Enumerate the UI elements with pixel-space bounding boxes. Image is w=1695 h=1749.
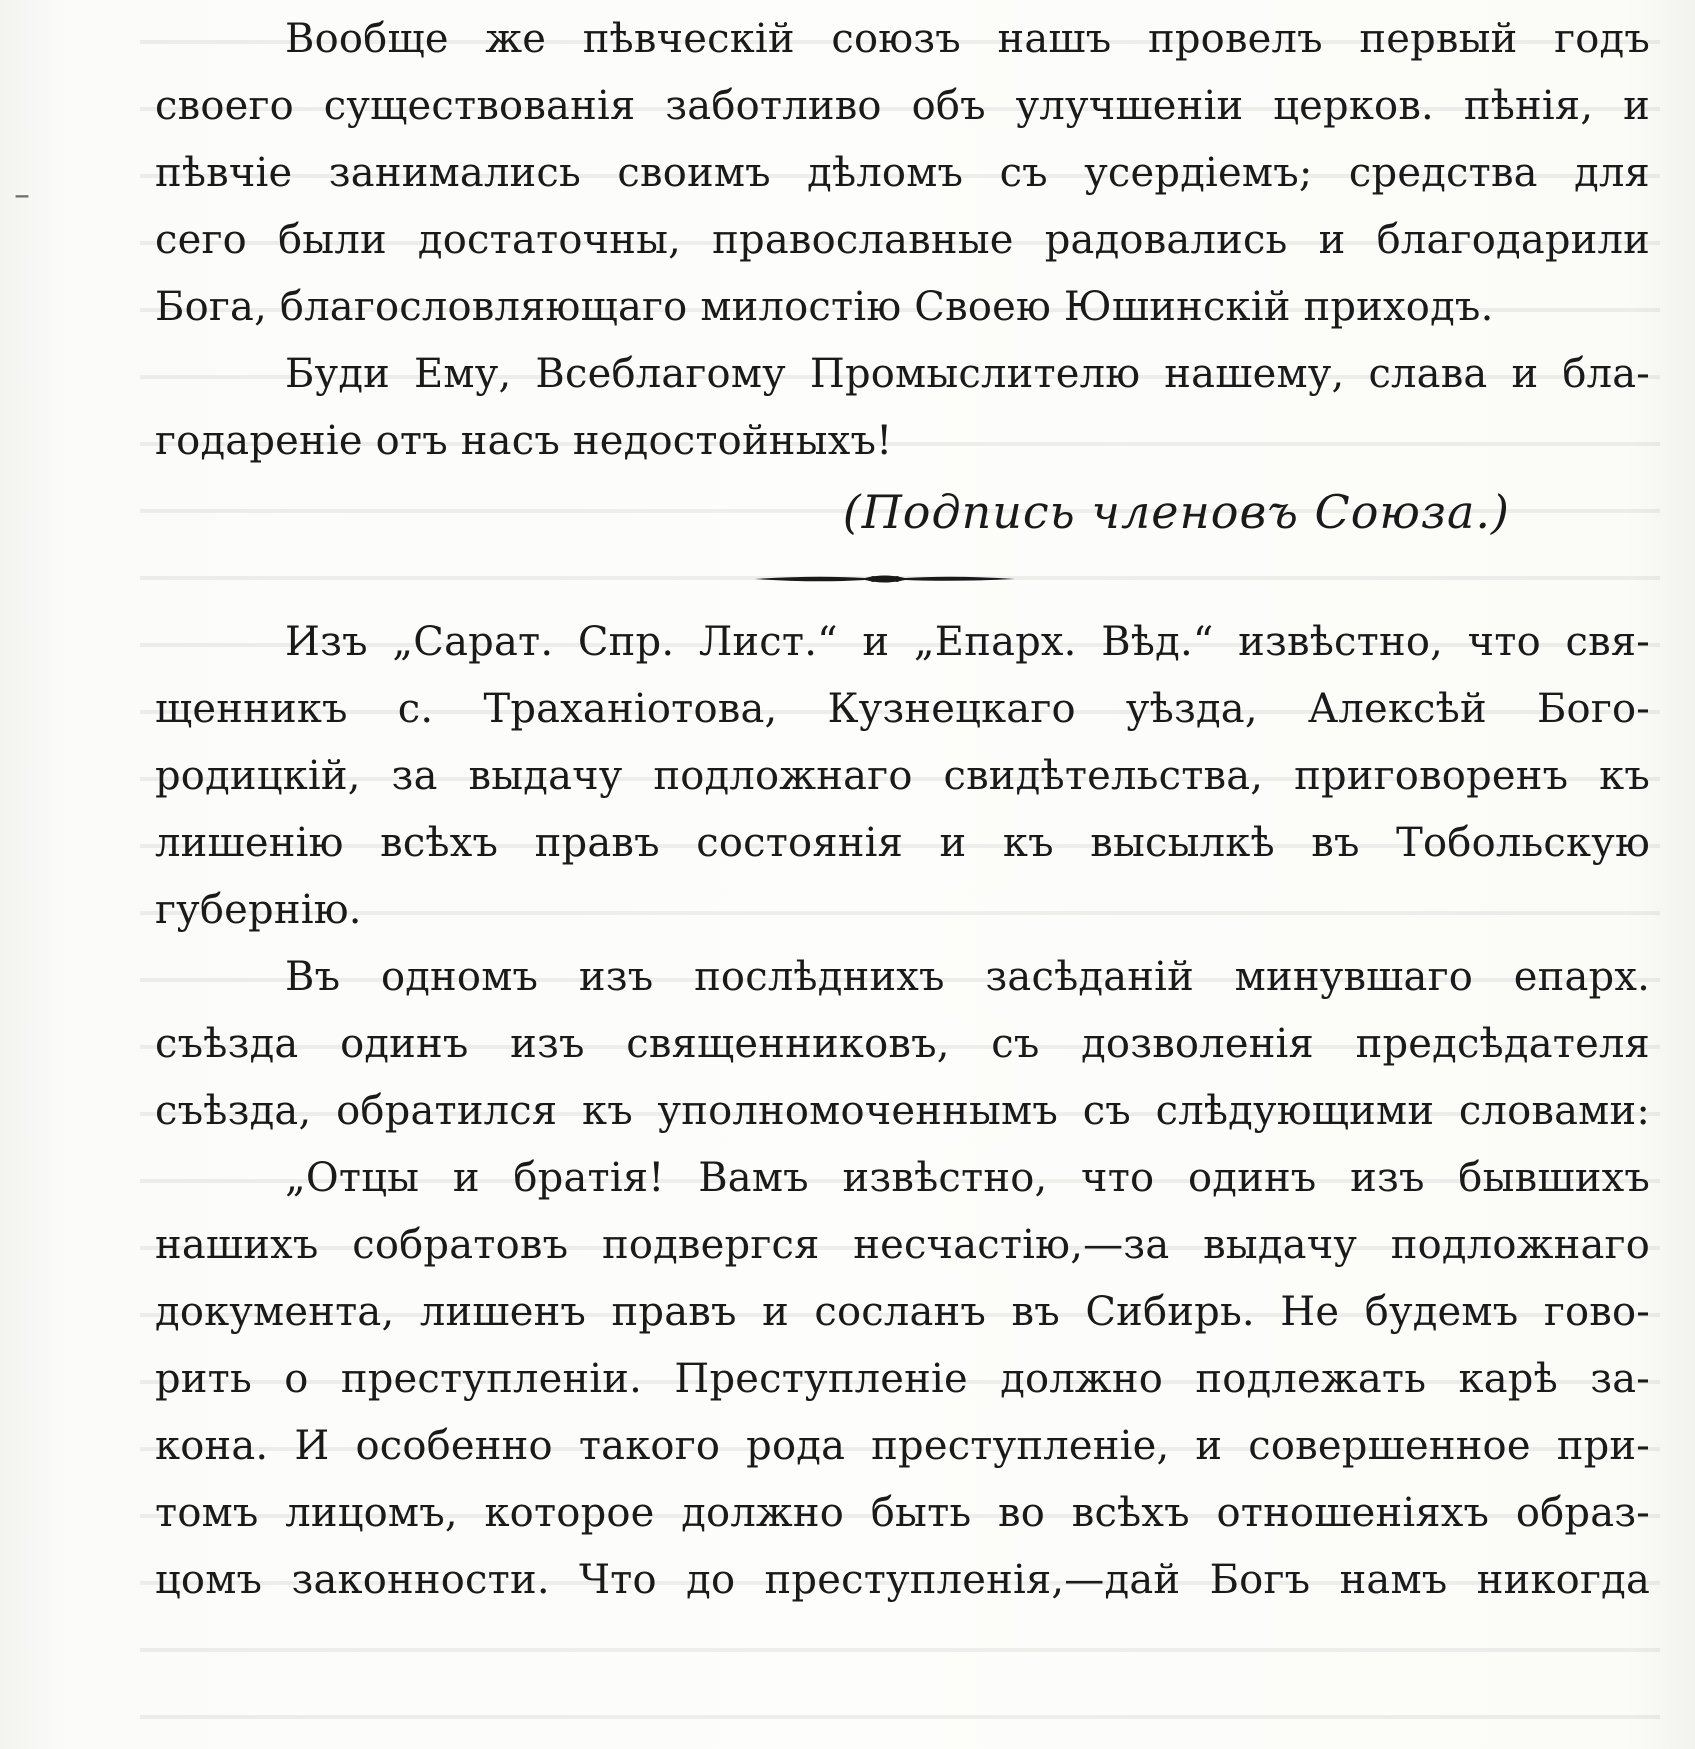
- text-block: [155, 6, 1650, 1614]
- paragraph-line: годареніе отъ насъ недостойныхъ!: [155, 418, 893, 464]
- paragraph-line: лишенію всѣхъ правъ состоянія и къ высылкѣ въ Тобольскую: [155, 820, 1650, 866]
- paragraph-line: щенникъ с. Траханіотова, Кузнецкаго уѣзда, Алексѣй Бого-: [155, 686, 1650, 732]
- paragraph-line: цомъ законности. Что до преступленія,—дай Богъ намъ никогда: [155, 1557, 1650, 1603]
- signature: (Подпись членовъ Союза.): [842, 485, 1510, 539]
- paragraph-line: документа, лишенъ правъ и сосланъ въ Сибирь. Не будемъ гово-: [155, 1289, 1650, 1335]
- paragraph-line: рить о преступленіи. Преступленіе должно подлежать карѣ за-: [155, 1356, 1650, 1402]
- paragraph-line: своего существованія заботливо объ улучшеніи церков. пѣнія, и: [155, 83, 1650, 129]
- divider-ornament-icon: [755, 571, 1015, 587]
- paragraph-line: Буди Ему, Всеблагому Промыслителю нашему, слава и бла-: [285, 351, 1650, 397]
- paragraph-line: съѣзда одинъ изъ священниковъ, съ дозволенія предсѣдателя: [155, 1021, 1650, 1067]
- paragraph-line: пѣвчіе занимались своимъ дѣломъ съ усердіемъ; средства для: [155, 150, 1650, 196]
- paragraph-line: губернію.: [155, 887, 362, 933]
- paragraph-line: Вообще же пѣвческій союзъ нашъ провелъ первый годъ: [285, 16, 1650, 62]
- paragraph-line: сего были достаточны, православные радовались и благодарили: [155, 217, 1650, 263]
- paragraph-line: Бога, благословляющаго милостію Своею Юшинскій приходъ.: [155, 284, 1494, 330]
- paragraph-line: „Отцы и братія! Вамъ извѣстно, что одинъ изъ бывшихъ: [285, 1155, 1650, 1201]
- ornamental-divider: [155, 549, 1650, 609]
- paragraph-line: кона. И особенно такого рода преступленіе, и совершенное при-: [155, 1423, 1650, 1469]
- paragraph-line: нашихъ собратовъ подвергся несчастію,—за выдачу подложнаго: [155, 1222, 1650, 1268]
- paragraph-line: родицкій, за выдачу подложнаго свидѣтельства, приговоренъ къ: [155, 753, 1650, 799]
- paragraph-line: томъ лицомъ, которое должно быть во всѣхъ отношеніяхъ образ-: [155, 1490, 1650, 1536]
- margin-dash: –: [14, 175, 30, 213]
- paragraph-line: съѣзда, обратился къ уполномоченнымъ съ слѣдующими словами:: [155, 1088, 1650, 1134]
- paragraph-line: Въ одномъ изъ послѣднихъ засѣданій минувшаго епарх.: [285, 954, 1650, 1000]
- paragraph-line: Изъ „Сарат. Спр. Лист.“ и „Епарх. Вѣд.“ извѣстно, что свя-: [285, 619, 1650, 665]
